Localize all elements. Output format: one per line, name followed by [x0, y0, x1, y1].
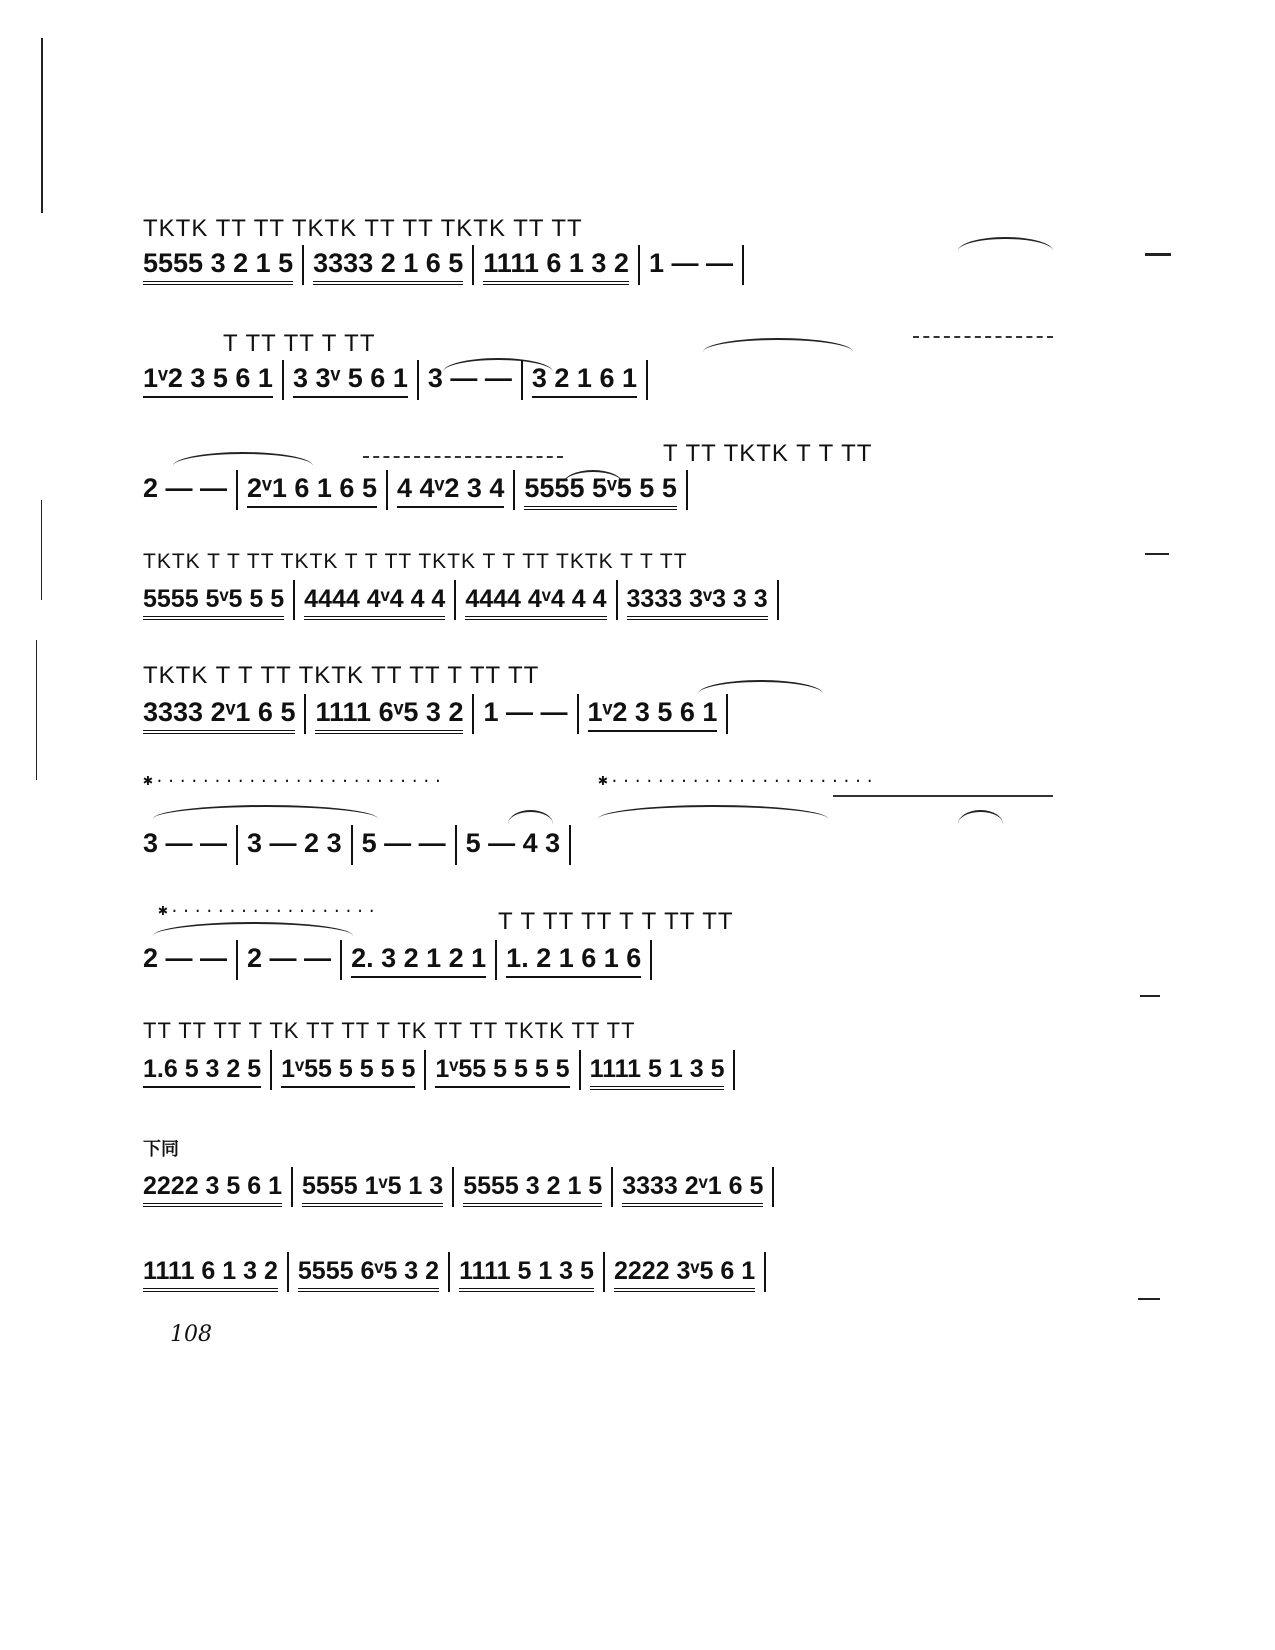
- trill-dots: ✱·························: [143, 772, 445, 790]
- tie-line: [913, 336, 1053, 338]
- barline: [452, 1167, 454, 1207]
- tie-line: [363, 456, 563, 458]
- measure: 4444 4ᵛ4 4 4: [304, 585, 445, 620]
- measure: 3333 2 1 6 5: [313, 248, 463, 285]
- trill-dots: ✱··················: [158, 902, 379, 920]
- trill-dots: ✱·······················: [598, 772, 877, 790]
- score-line-8: [143, 1018, 1055, 1098]
- barline: [611, 1167, 613, 1207]
- measure: 5555 5ᵛ5 5 5: [524, 473, 676, 510]
- barline: [291, 1167, 293, 1207]
- notation-row: [143, 940, 661, 980]
- measure: 2 — —: [143, 473, 228, 504]
- score-line-3: [143, 440, 1055, 515]
- notation-row: [143, 580, 788, 620]
- score-line-5: [143, 662, 1055, 737]
- measure: 1 — —: [483, 697, 568, 728]
- notation-row: [143, 1050, 744, 1090]
- left-margin-line: [41, 500, 42, 600]
- barline: [521, 360, 523, 400]
- measure: 1.6 5 3 2 5: [143, 1055, 261, 1088]
- notation-row: [143, 245, 753, 285]
- measure: 5 — —: [361, 828, 446, 859]
- measure: 5555 3 2 1 5: [463, 1172, 602, 1207]
- barline: [777, 580, 779, 620]
- measure: 1111 5 1 3 5: [459, 1257, 594, 1292]
- slur: [958, 237, 1053, 251]
- notation-row: [143, 470, 697, 510]
- slur: [153, 805, 378, 819]
- left-margin-line: [41, 38, 43, 213]
- left-margin-line: [36, 640, 37, 780]
- measure: 1111 6 1 3 2: [143, 1257, 278, 1292]
- measure: 1 — —: [648, 248, 733, 279]
- score-line-4: [143, 550, 1055, 625]
- score-line-10: [143, 1240, 1055, 1310]
- measure: 3 2 1 6 1: [532, 363, 637, 398]
- barline: [646, 360, 648, 400]
- barline: [742, 245, 744, 285]
- barline: [236, 940, 238, 980]
- measure: 2 — —: [247, 943, 332, 974]
- notation-row: [143, 1167, 783, 1207]
- slur: [173, 452, 313, 466]
- slur: [508, 810, 553, 824]
- barline: [282, 360, 284, 400]
- edge-mark: [1145, 553, 1169, 555]
- edge-mark: [1145, 253, 1171, 256]
- measure: 3333 2ᵛ1 6 5: [622, 1172, 763, 1207]
- performance-note: 下同: [143, 1139, 179, 1160]
- measure: 1ᵛ2 3 5 6 1: [143, 363, 273, 398]
- barline: [764, 1252, 766, 1292]
- measure: 3 — —: [427, 363, 512, 394]
- barline: [340, 940, 342, 980]
- barline: [569, 825, 571, 865]
- measure: 3 — —: [143, 828, 228, 859]
- tonguing-row: TT TT TT T TK TT TT T TK TT TT TKTK TT TT: [143, 1018, 636, 1043]
- barline: [726, 694, 728, 734]
- slur: [958, 810, 1003, 824]
- barline: [424, 1050, 426, 1090]
- tonguing-row: T TT TT T TT: [223, 330, 376, 357]
- barline: [302, 245, 304, 285]
- barline: [270, 1050, 272, 1090]
- notation-row: [143, 694, 737, 734]
- barline: [386, 470, 388, 510]
- score-line-6: [143, 770, 1055, 870]
- slur: [698, 680, 823, 694]
- notation-row: [143, 825, 580, 865]
- measure: 4444 4ᵛ4 4 4: [465, 585, 606, 620]
- measure: 3333 2ᵛ1 6 5: [143, 697, 295, 734]
- tonguing-row: TKTK T T TT TKTK TT TT T TT TT: [143, 662, 540, 689]
- measure: 1ᵛ2 3 5 6 1: [588, 697, 718, 732]
- tonguing-row: TKTK T T TT TKTK T T TT TKTK T T TT TKTK T T TT: [143, 550, 688, 573]
- barline: [448, 1252, 450, 1292]
- measure: 1111 6 1 3 2: [483, 248, 629, 285]
- measure: 5555 5ᵛ5 5 5: [143, 585, 284, 620]
- measure: 5555 6ᵛ5 3 2: [298, 1257, 439, 1292]
- score-line-1: [143, 215, 1055, 290]
- notation-row: [143, 360, 657, 400]
- measure: 2222 3 5 6 1: [143, 1172, 282, 1207]
- score-line-9: [143, 1135, 1055, 1215]
- barline: [650, 940, 652, 980]
- barline: [577, 694, 579, 734]
- measure: 1111 6ᵛ5 3 2: [315, 697, 463, 734]
- barline: [454, 580, 456, 620]
- barline: [472, 694, 474, 734]
- barline: [236, 825, 238, 865]
- barline: [616, 580, 618, 620]
- score-line-2: [143, 330, 1055, 405]
- tonguing-row: TKTK TT TT TKTK TT TT TKTK TT TT: [143, 215, 583, 242]
- edge-mark: [1140, 995, 1160, 997]
- barline: [579, 1050, 581, 1090]
- barline: [513, 470, 515, 510]
- slur: [153, 922, 353, 936]
- slur: [598, 805, 828, 819]
- measure: 1111 5 1 3 5: [590, 1055, 725, 1090]
- tonguing-row: T T TT TT T T TT TT: [498, 908, 734, 935]
- measure: 5555 3 2 1 5: [143, 248, 293, 285]
- barline: [236, 470, 238, 510]
- measure: 3 — 2 3: [247, 828, 342, 859]
- barline: [472, 245, 474, 285]
- barline: [351, 825, 353, 865]
- barline: [495, 940, 497, 980]
- measure: 1ᵛ55 5 5 5 5: [281, 1055, 415, 1088]
- barline: [455, 825, 457, 865]
- measure: 2222 3ᵛ5 6 1: [614, 1257, 755, 1292]
- measure: 3333 3ᵛ3 3 3: [627, 585, 768, 620]
- barline: [772, 1167, 774, 1207]
- measure: 3 3ᵛ 5 6 1: [293, 363, 408, 398]
- barline: [293, 580, 295, 620]
- measure: 5 — 4 3: [465, 828, 561, 859]
- page-number: 108: [170, 1322, 212, 1347]
- measure: 5555 1ᵛ5 1 3: [302, 1172, 443, 1207]
- barline: [603, 1252, 605, 1292]
- measure: 1ᵛ55 5 5 5 5: [435, 1055, 569, 1088]
- measure: 4 4ᵛ2 3 4: [397, 473, 504, 508]
- barline: [287, 1252, 289, 1292]
- barline: [733, 1050, 735, 1090]
- barline: [304, 694, 306, 734]
- barline: [638, 245, 640, 285]
- barline: [417, 360, 419, 400]
- edge-mark: [1138, 1298, 1160, 1300]
- measure: 2ᵛ1 6 1 6 5: [247, 473, 377, 508]
- slur: [703, 338, 853, 352]
- tie-line: [833, 795, 1053, 797]
- measure: 1. 2 1 6 1 6: [506, 943, 641, 978]
- notation-row: [143, 1252, 775, 1292]
- measure: 2. 3 2 1 2 1: [351, 943, 486, 978]
- measure: 2 — —: [143, 943, 228, 974]
- barline: [686, 470, 688, 510]
- tonguing-row: T TT TKTK T T TT: [663, 440, 873, 467]
- score-line-7: [143, 900, 1055, 985]
